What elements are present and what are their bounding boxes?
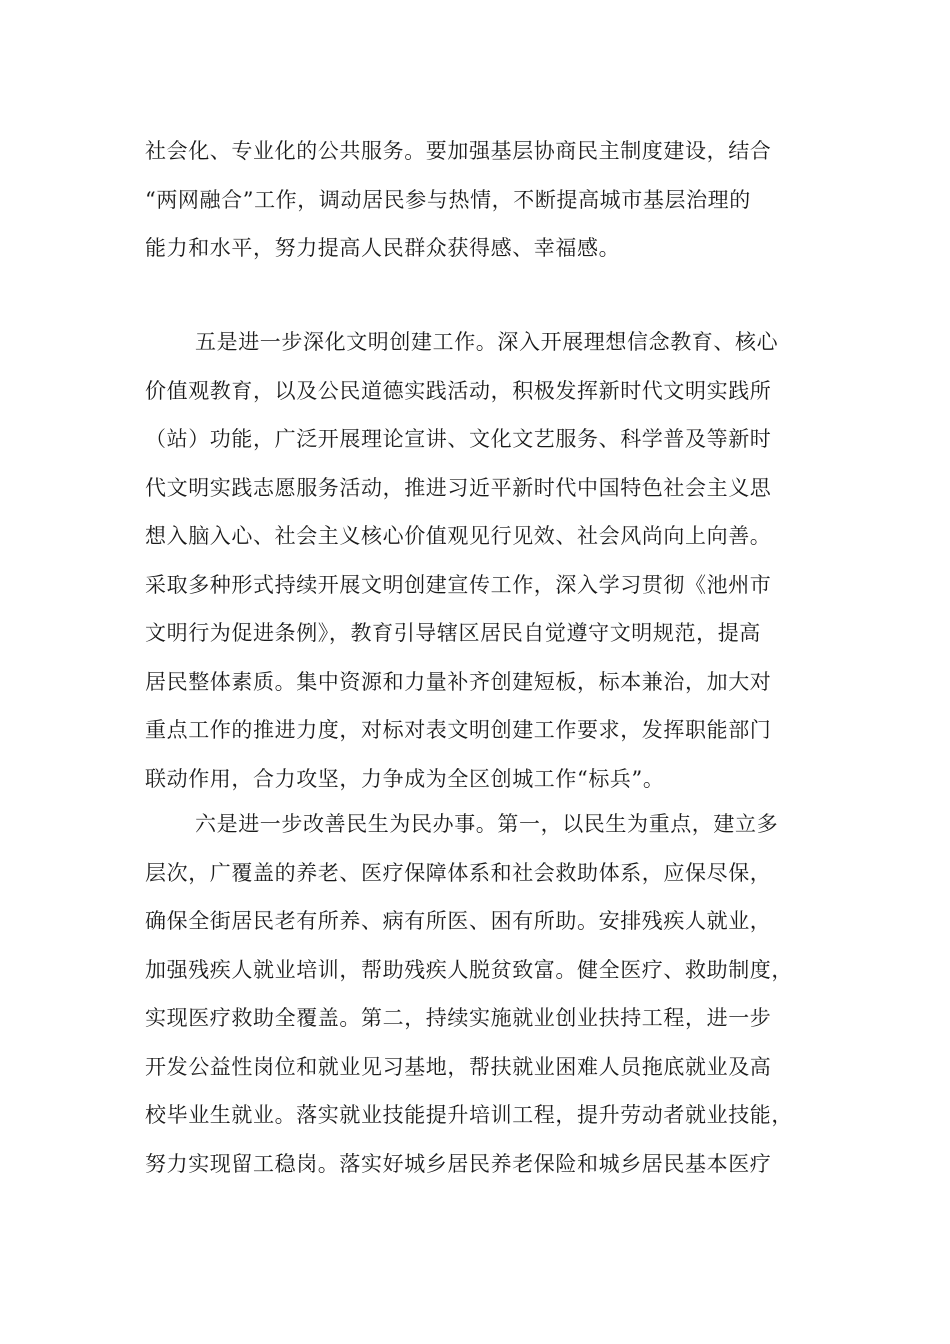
text-line: 居民整体素质。集中资源和力量补齐创建短板，标本兼治，加大对 <box>145 669 772 694</box>
text-line: 能力和水平，努力提高人民群众获得感、幸福感。 <box>145 236 621 260</box>
text-line: 想入脑入心、社会主义核心价值观见行见效、社会风尚向上向善。 <box>145 524 772 548</box>
text-line: 校毕业生就业。落实就业技能提升培训工程，提升劳动者就业技能， <box>145 1103 793 1127</box>
paragraph-civilization-building <box>145 318 805 803</box>
text-line: 文明行为促进条例》，教育引导辖区居民自觉遵守文明规范，提高 <box>145 621 761 645</box>
text-line: 层次，广覆盖的养老、医疗保障体系和社会救助体系，应保尽保， <box>145 860 772 885</box>
text-line: 社会化、专业化的公共服务。要加强基层协商民主制度建设，结合 <box>145 139 772 163</box>
text-line: 采取多种形式持续开展文明创建宣传工作，深入学习贯彻《池州市 <box>145 572 772 597</box>
text-line: 价值观教育，以及公民道德实践活动，积极发挥新时代文明实践所 <box>145 378 772 403</box>
text-line: 确保全街居民老有所养、病有所医、困有所助。安排残疾人就业， <box>145 909 772 933</box>
text-line: 开发公益性岗位和就业见习基地，帮扶就业困难人员拖底就业及高 <box>145 1054 772 1079</box>
text-line: 六是进一步改善民生为民办事。第一，以民生为重点，建立多 <box>195 812 779 836</box>
text-line: 联动作用，合力攻坚，力争成为全区创城工作“标兵”。 <box>145 766 665 791</box>
text-line: 努力实现留工稳岗。落实好城乡居民养老保险和城乡居民基本医疗 <box>145 1151 772 1176</box>
text-line: （站）功能，广泛开展理论宣讲、文化文艺服务、科学普及等新时 <box>145 427 772 451</box>
text-line: 重点工作的推进力度，对标对表文明创建工作要求，发挥职能部门 <box>145 718 772 742</box>
text-line: “两网融合”工作，调动居民参与热情，不断提高城市基层治理的 <box>145 187 751 212</box>
paragraph-livelihood <box>145 800 805 1188</box>
text-line: 加强残疾人就业培训，帮助残疾人脱贫致富。健全医疗、救助制度， <box>145 957 793 982</box>
text-line: 五是进一步深化文明创建工作。深入开展理想信念教育、核心 <box>195 330 779 354</box>
paragraph-public-services <box>145 127 805 273</box>
text-line: 实现医疗救助全覆盖。第二，持续实施就业创业扶持工程，进一步 <box>145 1006 772 1030</box>
text-line: 代文明实践志愿服务活动，推进习近平新时代中国特色社会主义思 <box>145 475 772 500</box>
